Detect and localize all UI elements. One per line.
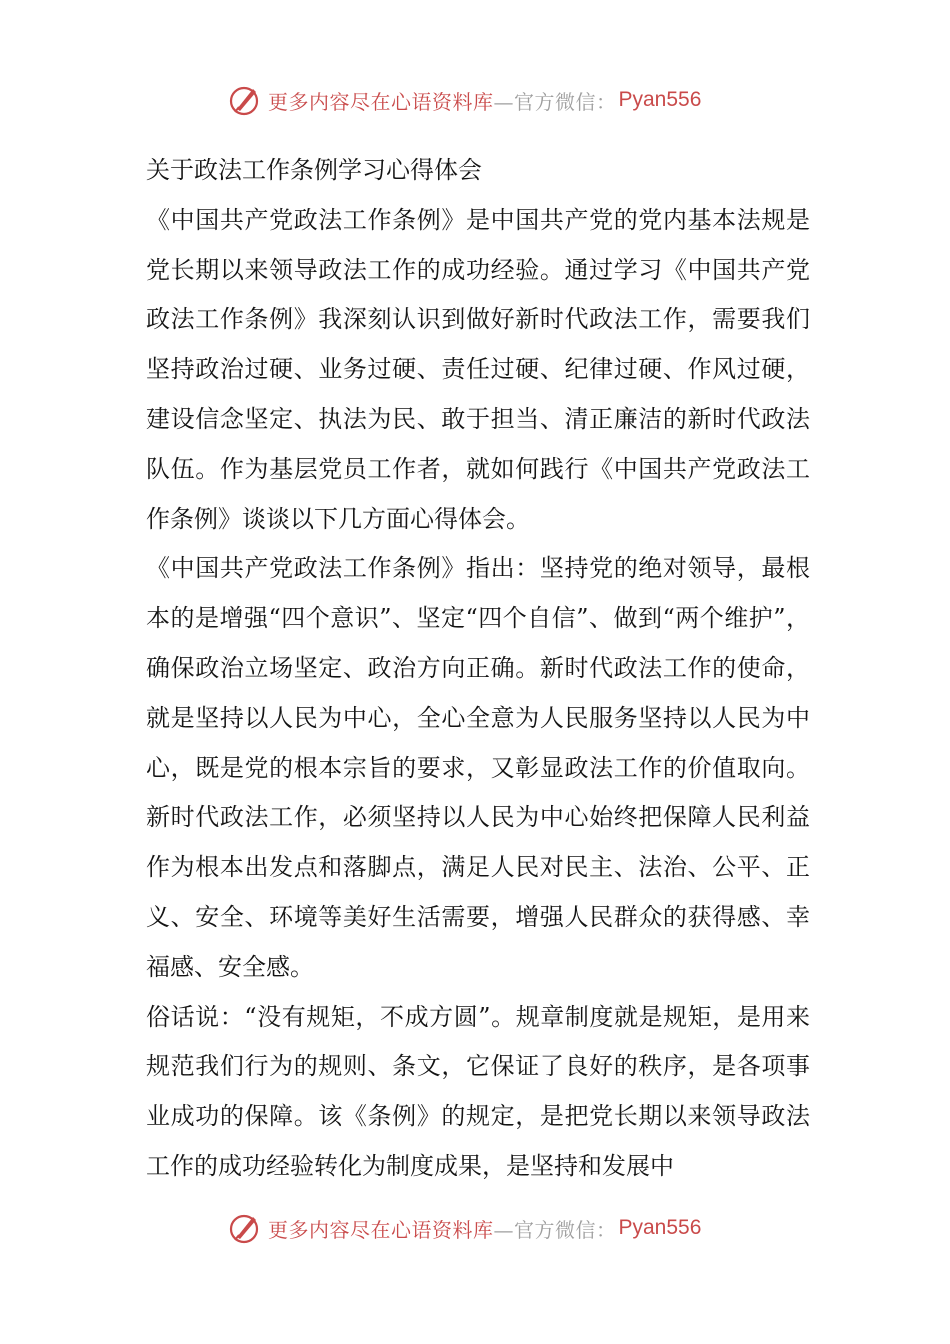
banner-sub-text: —官方微信： [493,1217,617,1242]
quill-logo-icon [228,83,262,117]
banner-main-text: 更多内容尽在心语资料库 [268,89,494,114]
header-banner [228,80,701,120]
banner-sub-text: —官方微信： [493,89,617,114]
footer-banner [228,1208,701,1248]
wechat-id: Pyan556 [618,88,702,111]
paragraph: 《中国共产党政法工作条例》是中国共产党的党内基本法规是党长期以来领导政法工作的成功经验。通过学习《中国共产党政法工作条例》我深刻认识到做好新时代政法工作，需要我们坚持政治过硬、业务过硬、责任过硬、纪律过硬、作风过硬，建设信念坚定、执法为民、敢于担当、清正廉洁的新时代政法队伍。作为基层党员工作者，就如何践行《中国共产党政法工作条例》谈谈以下几方面心得体会。 [146,205,810,533]
paragraph: 俗话说：“没有规矩，不成方圆”。规章制度就是规矩，是用来规范我们行为的规则、条文，它保证了良好的秩序，是各项事业成功的保障。该《条例》的规定，是把党长期以来领导政法工作的成功经验转化为制度成果，是坚持和发展中 [146,1002,810,1180]
document-title: 关于政法工作条例学习心得体会 [146,156,482,184]
document-body [146,146,810,1192]
paragraph: 《中国共产党政法工作条例》指出：坚持党的绝对领导，最根本的是增强“四个意识”、坚定“四个自信”、做到“两个维护”，确保政治立场坚定、政治方向正确。新时代政法工作的使命，就是坚持以人民为中心，全心全意为人民服务坚持以人民为中心，既是党的根本宗旨的要求，又彰显政法工作的价值取向。新时代政法工作，必须坚持以人民为中心始终把保障人民利益作为根本出发点和落脚点，满足人民对民主、法治、公平、正义、安全、环境等美好生活需要，增强人民群众的获得感、幸福感、安全感。 [146,554,810,981]
banner-main-text: 更多内容尽在心语资料库 [268,1217,494,1242]
wechat-id: Pyan556 [618,1216,702,1239]
quill-logo-icon [228,1211,262,1245]
